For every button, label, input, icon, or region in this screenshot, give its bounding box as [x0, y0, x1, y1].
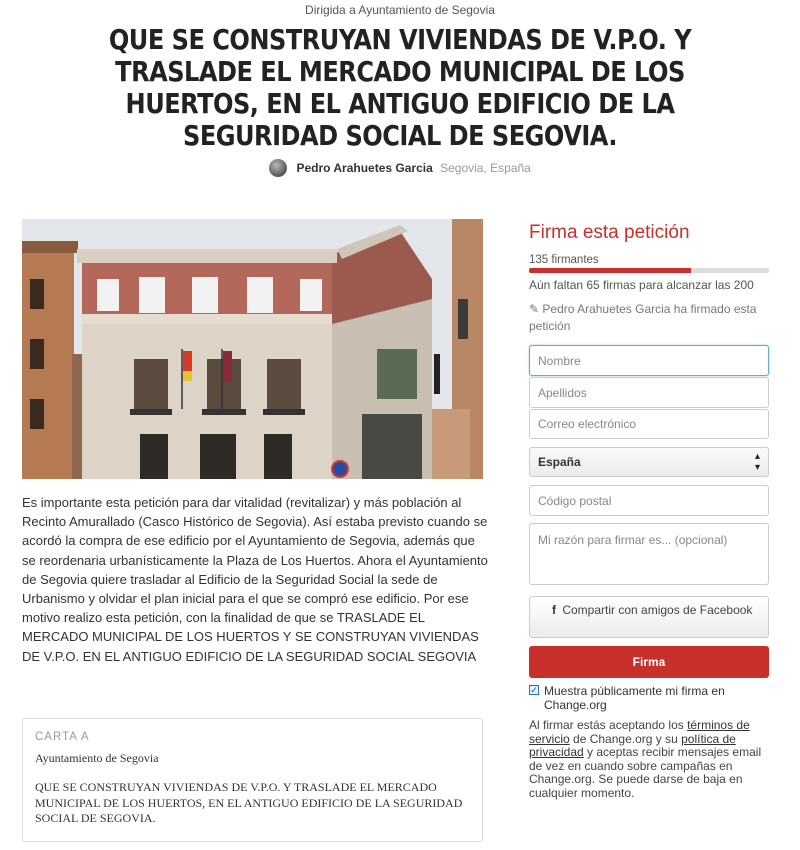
sign-title: Firma esta petición [529, 222, 690, 243]
country-select[interactable] [529, 447, 769, 477]
public-signature-checkbox[interactable]: ✓ [530, 685, 538, 695]
public-signature-label: Muestra públicamente mi firma en Change.org [544, 684, 725, 712]
signature-progress-fill [529, 268, 691, 273]
signed-note-text: Pedro Arahuetes Garcia ha firmado esta petición [529, 302, 757, 333]
reason-textarea[interactable] [529, 523, 769, 585]
public-signature-option [529, 684, 769, 712]
last-name-input[interactable] [529, 377, 769, 408]
email-input[interactable] [529, 409, 769, 439]
terms-text-3: y aceptas recibir mensajes email de vez en cuando sobre campañas en Change.org. Se puede darse de baja en cualquier momento. [529, 745, 762, 800]
terms-text-2: de Change.org y su [569, 731, 682, 746]
petition-title: QUE SE CONSTRUYAN VIVIENDAS DE V.P.O. Y TRASLADE EL MERCADO MUNICIPAL DE LOS HUERTOS, EN EL ANTIGUO EDIFICIO DE LA SEGURIDAD SOCIAL DE SEGOVIA. [108, 23, 692, 152]
signatures-remaining: Aún faltan 65 firmas para alcanzar las 200 [529, 278, 754, 292]
first-name-placeholder: Nombre [538, 353, 581, 368]
terms-of-service-link[interactable]: términos de servicio [529, 718, 750, 746]
letter-box [22, 718, 483, 842]
postal-code-placeholder: Código postal [538, 493, 612, 508]
terms-notice [529, 719, 771, 801]
signature-progress-bar [529, 268, 769, 273]
signature-count: 135 firmantes [529, 254, 599, 266]
sign-button[interactable]: Firma [529, 646, 769, 678]
postal-code-input[interactable] [529, 485, 769, 516]
last-name-placeholder: Apellidos [538, 385, 587, 400]
facebook-icon: f [552, 603, 556, 617]
facebook-share-label: Compartir con amigos de Facebook [562, 603, 753, 617]
avatar[interactable] [269, 159, 287, 177]
reason-placeholder: Mi razón para firmar es... (opcional) [538, 533, 728, 547]
letter-text: QUE SE CONSTRUYAN VIVIENDAS DE V.P.O. Y TRASLADE EL MERCADO MUNICIPAL DE LOS HUERTOS, EN EL ANTIGUO EDIFICIO DE LA SEGURIDAD SOCIAL DE SEGOVIA. [35, 780, 463, 826]
author-row [0, 159, 800, 177]
email-placeholder: Correo electrónico [538, 417, 637, 431]
select-arrows-icon: ▴ ▾ [754, 451, 760, 473]
letter-recipient: Ayuntamiento de Segovia [35, 751, 159, 765]
signed-note [529, 301, 774, 334]
terms-text-1: Al firmar estás aceptando los [529, 718, 688, 732]
letter-label: CARTA A [35, 731, 90, 743]
petition-description: Es importante esta petición para dar vitalidad (revitalizar) y más población al Recinto Amurallado (Casco Histórico de Segovia). Así estaba previsto cuando se acordó la compra de ese edificio por el Ayuntamiento de Segovia, además que se reordenaria urbanísticamente la Plaza de Los Huertos. Ahora el Ayuntamiento de Segovia quiere trasladar al Edificio de la Seguridad Social la sede de Urbanismo y olvidar el plan inicial para el que se compró ese edificio. Por ese motivo realizo esta petición, con la finalidad de que se TRASLADE EL MERCADO MUNICIPAL DE LOS HUERTOS Y SE CONSTRUYAN VIVIENDAS DE V.P.O. EN EL ANTIGUO EDIFICIO DE LA SEGURIDAD SOCIAL SEGOVIA [22, 495, 488, 664]
first-name-input[interactable] [529, 345, 769, 376]
pencil-icon: ✎ [529, 302, 543, 316]
facebook-share-button[interactable] [529, 596, 769, 638]
petition-photo [22, 219, 483, 479]
author-location: Segovia, España [440, 161, 531, 175]
author-name[interactable]: Pedro Arahuetes Garcia [296, 161, 433, 175]
country-value: España [538, 455, 581, 469]
privacy-policy-link[interactable]: política de privacidad [529, 731, 736, 760]
directed-to: Dirigida a Ayuntamiento de Segovia [305, 3, 495, 17]
